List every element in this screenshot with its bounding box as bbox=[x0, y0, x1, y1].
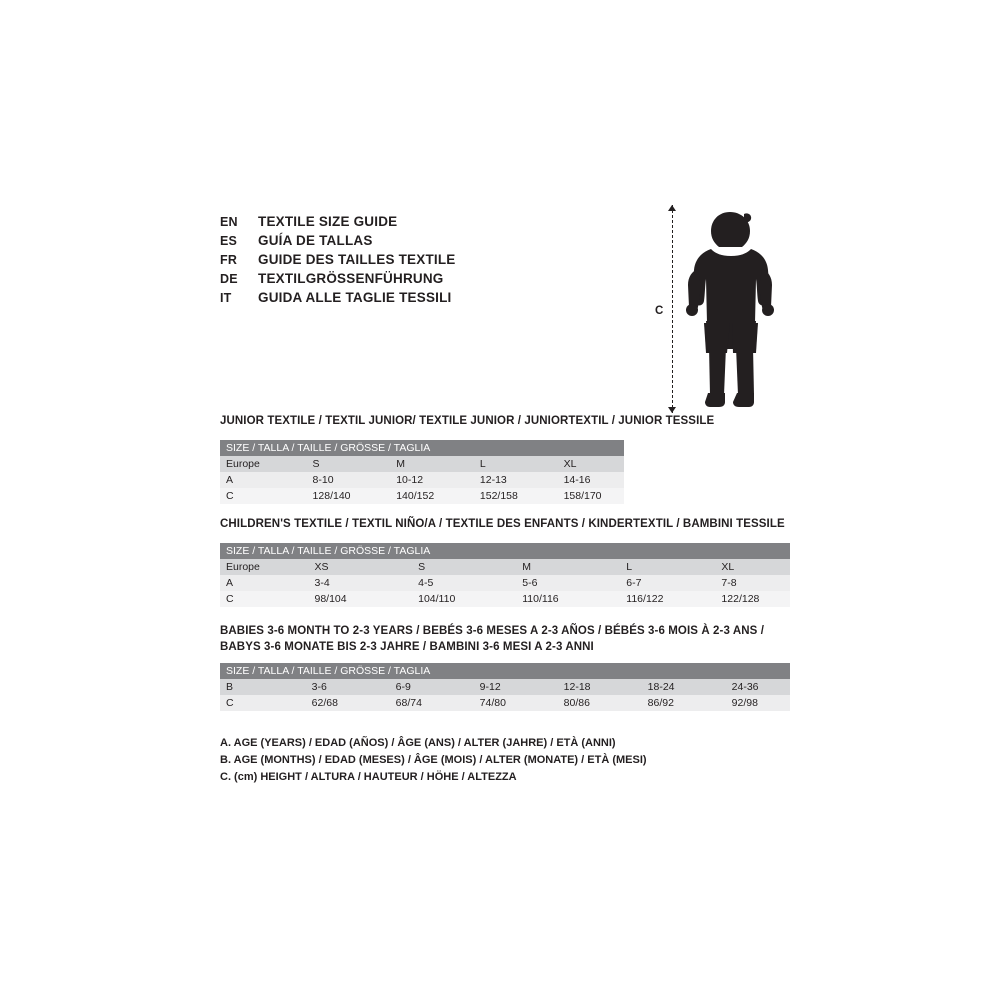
babies-b-12-18: 12-18 bbox=[558, 679, 642, 695]
children-a-xs: 3-4 bbox=[309, 575, 413, 591]
junior-a-l: 12-13 bbox=[474, 472, 558, 488]
language-code-de: DE bbox=[220, 272, 238, 286]
babies-table-subheader-row bbox=[220, 663, 790, 679]
junior-c-s: 128/140 bbox=[307, 488, 391, 504]
section-title-babies-line2: BABYS 3-6 MONATE BIS 2-3 JAHRE / BAMBINI 3-6 MESI A 2-3 ANNI bbox=[220, 641, 594, 653]
children-europe-xs: XS bbox=[309, 559, 413, 575]
babies-b-3-6: 3-6 bbox=[306, 679, 390, 695]
babies-size-table bbox=[220, 663, 790, 711]
children-table-subheader-row bbox=[220, 543, 790, 559]
babies-row-label-c: C bbox=[220, 695, 306, 711]
children-size-table bbox=[220, 543, 790, 607]
junior-c-l: 152/158 bbox=[474, 488, 558, 504]
junior-row-label-c: C bbox=[220, 488, 307, 504]
babies-table-row-b bbox=[220, 679, 790, 695]
legend-note-c: C. (cm) HEIGHT / ALTURA / HAUTEUR / HÖHE / ALTEZZA bbox=[220, 771, 517, 783]
babies-c-24-36: 92/98 bbox=[726, 695, 790, 711]
children-a-l: 6-7 bbox=[620, 575, 715, 591]
language-row-it bbox=[220, 290, 640, 309]
measure-label-c: C bbox=[655, 305, 664, 317]
language-header-block bbox=[220, 214, 640, 309]
section-title-babies-line1: BABIES 3-6 MONTH TO 2-3 YEARS / BEBÉS 3-6 MESES A 2-3 AÑOS / BÉBÉS 3-6 MOIS À 2-3 ANS / bbox=[220, 625, 764, 637]
children-row-label-c: C bbox=[220, 591, 309, 607]
children-a-m: 5-6 bbox=[516, 575, 620, 591]
babies-c-18-24: 86/92 bbox=[642, 695, 726, 711]
children-europe-s: S bbox=[412, 559, 516, 575]
section-title-junior: JUNIOR TEXTILE / TEXTIL JUNIOR/ TEXTILE JUNIOR / JUNIORTEXTIL / JUNIOR TESSILE bbox=[220, 415, 715, 427]
junior-europe-s: S bbox=[307, 456, 391, 472]
children-table-row-europe bbox=[220, 559, 790, 575]
babies-c-9-12: 74/80 bbox=[474, 695, 558, 711]
language-title-es: GUÍA DE TALLAS bbox=[258, 233, 373, 248]
junior-europe-l: L bbox=[474, 456, 558, 472]
junior-table-subheader-row bbox=[220, 440, 624, 456]
language-title-it: GUIDA ALLE TAGLIE TESSILI bbox=[258, 290, 452, 305]
babies-b-24-36: 24-36 bbox=[726, 679, 790, 695]
babies-c-3-6: 62/68 bbox=[306, 695, 390, 711]
children-europe-l: L bbox=[620, 559, 715, 575]
junior-table-row-c bbox=[220, 488, 624, 504]
children-row-label-a: A bbox=[220, 575, 309, 591]
measure-dashed-line bbox=[672, 205, 673, 413]
children-a-s: 4-5 bbox=[412, 575, 516, 591]
measure-arrow-down-icon bbox=[668, 407, 676, 413]
children-c-l: 116/122 bbox=[620, 591, 715, 607]
height-measure-figure bbox=[650, 205, 810, 420]
language-code-fr: FR bbox=[220, 253, 238, 267]
children-c-m: 110/116 bbox=[516, 591, 620, 607]
children-c-xs: 98/104 bbox=[309, 591, 413, 607]
child-silhouette-icon bbox=[680, 209, 790, 414]
language-code-it: IT bbox=[220, 291, 232, 305]
junior-row-label-europe: Europe bbox=[220, 456, 307, 472]
language-title-de: TEXTILGRÖSSENFÜHRUNG bbox=[258, 271, 444, 286]
language-title-en: TEXTILE SIZE GUIDE bbox=[258, 214, 398, 229]
children-c-xl: 122/128 bbox=[715, 591, 790, 607]
measure-arrow-up-icon bbox=[668, 205, 676, 211]
children-europe-m: M bbox=[516, 559, 620, 575]
junior-c-m: 140/152 bbox=[390, 488, 474, 504]
legend-note-b: B. AGE (MONTHS) / EDAD (MESES) / ÂGE (MOIS) / ALTER (MONATE) / ETÀ (MESI) bbox=[220, 754, 647, 766]
babies-c-6-9: 68/74 bbox=[390, 695, 474, 711]
junior-c-xl: 158/170 bbox=[558, 488, 624, 504]
children-europe-xl: XL bbox=[715, 559, 790, 575]
children-table-subheader: SIZE / TALLA / TAILLE / GRÖSSE / TAGLIA bbox=[220, 543, 790, 559]
children-a-xl: 7-8 bbox=[715, 575, 790, 591]
children-row-label-europe: Europe bbox=[220, 559, 309, 575]
legend-notes bbox=[220, 735, 647, 786]
language-row-en bbox=[220, 214, 640, 233]
children-c-s: 104/110 bbox=[412, 591, 516, 607]
babies-table-subheader: SIZE / TALLA / TAILLE / GRÖSSE / TAGLIA bbox=[220, 663, 790, 679]
language-code-es: ES bbox=[220, 234, 238, 248]
junior-a-m: 10-12 bbox=[390, 472, 474, 488]
junior-europe-m: M bbox=[390, 456, 474, 472]
babies-b-6-9: 6-9 bbox=[390, 679, 474, 695]
language-code-en: EN bbox=[220, 215, 238, 229]
babies-table-row-c bbox=[220, 695, 790, 711]
children-table-row-a bbox=[220, 575, 790, 591]
section-title-children: CHILDREN'S TEXTILE / TEXTIL NIÑO/A / TEXTILE DES ENFANTS / KINDERTEXTIL / BAMBINI TESSILE bbox=[220, 518, 785, 530]
babies-c-12-18: 80/86 bbox=[558, 695, 642, 711]
legend-note-a: A. AGE (YEARS) / EDAD (AÑOS) / ÂGE (ANS) / ALTER (JAHRE) / ETÀ (ANNI) bbox=[220, 737, 616, 749]
junior-europe-xl: XL bbox=[558, 456, 624, 472]
junior-size-table bbox=[220, 440, 624, 504]
babies-b-9-12: 9-12 bbox=[474, 679, 558, 695]
junior-table-row-europe bbox=[220, 456, 624, 472]
junior-table-subheader: SIZE / TALLA / TAILLE / GRÖSSE / TAGLIA bbox=[220, 440, 624, 456]
babies-b-18-24: 18-24 bbox=[642, 679, 726, 695]
babies-row-label-b: B bbox=[220, 679, 306, 695]
language-row-de bbox=[220, 271, 640, 290]
junior-table-row-a bbox=[220, 472, 624, 488]
children-table-row-c bbox=[220, 591, 790, 607]
language-row-es bbox=[220, 233, 640, 252]
language-title-fr: GUIDE DES TAILLES TEXTILE bbox=[258, 252, 456, 267]
language-row-fr bbox=[220, 252, 640, 271]
junior-row-label-a: A bbox=[220, 472, 307, 488]
junior-a-xl: 14-16 bbox=[558, 472, 624, 488]
junior-a-s: 8-10 bbox=[307, 472, 391, 488]
